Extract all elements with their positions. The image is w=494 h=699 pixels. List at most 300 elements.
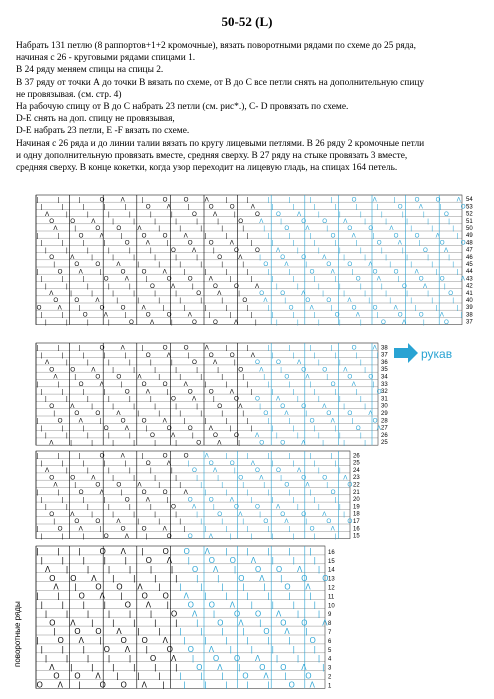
stitch-symbol: | — [313, 388, 316, 396]
stitch-symbol: | — [267, 680, 270, 690]
stitch-symbol: | — [196, 573, 199, 583]
stitch-symbol: | — [267, 547, 270, 557]
stitch-symbol: O — [305, 671, 312, 681]
stitch-symbol: | — [183, 680, 186, 690]
stitch-symbol: Λ — [250, 556, 257, 565]
stitch-symbol: | — [355, 203, 358, 211]
stitch-symbol: O — [322, 474, 328, 482]
stitch-symbol: | — [36, 344, 39, 352]
stitch-symbol: | — [74, 225, 77, 233]
stitch-symbol: | — [435, 268, 438, 276]
stitch-symbol: | — [137, 627, 140, 637]
instruction-line: На рабочую спицу от В до С набрать 23 петли (см. рис*.), С- D провязать по схеме. — [16, 102, 349, 113]
stitch-symbol: | — [318, 318, 320, 326]
stitch-symbol: | — [45, 246, 47, 254]
stitch-symbol: O — [234, 282, 239, 290]
stitch-symbol: | — [364, 218, 366, 225]
stitch-symbol: O — [192, 359, 197, 367]
stitch-symbol: Λ — [355, 311, 360, 319]
stitch-symbol: | — [158, 481, 161, 489]
stitch-symbol: | — [242, 518, 245, 526]
stitch-symbol: | — [91, 290, 93, 297]
stitch-symbol: | — [150, 503, 152, 511]
row-number: 44 — [466, 269, 473, 276]
stitch-symbol: | — [87, 359, 89, 367]
stitch-symbol: O — [187, 532, 193, 540]
stitch-symbol: | — [406, 290, 408, 297]
stitch-symbol: | — [57, 232, 60, 240]
stitch-symbol: | — [40, 556, 43, 565]
stitch-symbol: O — [238, 573, 245, 583]
stitch-symbol: | — [112, 218, 114, 225]
instruction-line: и одну дополнительную провязать вместе, средняя сверху. В 27 ряду на стыке провязать 3 вместе, — [16, 150, 408, 161]
row-number: 31 — [381, 396, 388, 403]
stitch-symbol: Λ — [145, 388, 151, 396]
stitch-symbol: | — [154, 218, 156, 225]
stitch-symbol: Λ — [229, 496, 235, 504]
stitch-symbol: | — [87, 564, 90, 574]
stitch-symbol: | — [309, 489, 312, 496]
stitch-symbol: O — [263, 518, 269, 526]
stitch-symbol: | — [276, 653, 279, 663]
stitch-symbol: Λ — [389, 225, 394, 233]
stitch-symbol: | — [179, 373, 182, 381]
stitch-symbol: | — [137, 518, 140, 526]
sleeve-marker — [394, 343, 452, 363]
stitch-symbol: | — [225, 452, 228, 460]
stitch-symbol: | — [225, 417, 228, 425]
stitch-symbol: | — [179, 225, 182, 233]
stitch-symbol: | — [448, 218, 450, 225]
stitch-symbol: O — [49, 510, 55, 518]
stitch-symbol: O — [116, 481, 122, 489]
stitch-symbol: | — [246, 636, 249, 646]
row-number: 25 — [353, 460, 360, 467]
stitch-symbol: | — [78, 547, 81, 557]
stitch-symbol: O — [162, 196, 168, 204]
stitch-symbol: | — [154, 573, 157, 583]
stitch-symbol: | — [45, 282, 47, 290]
stitch-symbol: | — [166, 600, 169, 610]
stitch-symbol: | — [221, 261, 224, 269]
stitch-symbol: O — [439, 275, 445, 283]
stitch-symbol: | — [129, 467, 131, 475]
stitch-symbol: O — [141, 381, 147, 388]
stitch-symbol: Λ — [70, 510, 75, 518]
stitch-symbol: | — [150, 467, 152, 475]
stitch-symbol: Λ — [137, 373, 142, 381]
stitch-symbol: O — [381, 318, 386, 326]
stitch-symbol: | — [309, 547, 312, 557]
stitch-symbol: | — [229, 275, 232, 283]
stitch-symbol: | — [292, 556, 295, 565]
stitch-symbol: | — [112, 618, 115, 628]
stitch-symbol: Λ — [70, 402, 75, 410]
stitch-symbol: O — [326, 261, 332, 269]
arrow-right-icon — [394, 343, 418, 363]
stitch-symbol: Λ — [124, 645, 131, 654]
stitch-symbol: | — [318, 246, 320, 254]
stitch-symbol: Λ — [250, 459, 256, 467]
stitch-symbol: O — [423, 246, 428, 254]
row-number: 37 — [466, 319, 473, 326]
stitch-symbol: | — [250, 239, 253, 247]
stitch-symbol: | — [322, 290, 324, 297]
stitch-symbol: Λ — [45, 210, 50, 218]
stitch-symbol: O — [70, 474, 76, 482]
stitch-symbol: Λ — [217, 439, 222, 447]
stitch-symbol: | — [66, 282, 68, 290]
stitch-symbol: O — [238, 366, 244, 374]
stitch-symbol: O — [78, 232, 84, 240]
stitch-symbol: O — [372, 417, 378, 425]
stitch-symbol: O — [162, 452, 168, 460]
stitch-symbol: | — [423, 318, 425, 326]
stitch-symbol: | — [158, 373, 161, 381]
stitch-symbol: | — [158, 627, 161, 637]
row-number: 20 — [353, 497, 360, 504]
stitch-symbol: | — [288, 344, 291, 352]
stitch-symbol: O — [368, 225, 374, 233]
stitch-symbol: | — [313, 645, 316, 654]
stitch-symbol: Λ — [192, 503, 197, 511]
stitch-symbol: | — [87, 282, 89, 290]
stitch-symbol: | — [91, 254, 93, 261]
stitch-symbol: O — [414, 196, 420, 204]
stitch-symbol: Λ — [78, 417, 83, 425]
stitch-symbol: | — [318, 503, 320, 511]
stitch-symbol: | — [250, 388, 253, 396]
stitch-symbol: | — [410, 297, 413, 305]
stitch-symbol: | — [204, 489, 207, 496]
stitch-symbol: Λ — [322, 402, 327, 410]
stitch-symbol: | — [418, 239, 421, 247]
stitch-symbol: O — [74, 297, 80, 305]
stitch-symbol: | — [267, 232, 270, 240]
stitch-symbol: | — [112, 662, 115, 672]
stitch-symbol: O — [397, 311, 403, 319]
stitch-symbol: | — [166, 239, 169, 247]
stitch-symbol: | — [204, 232, 207, 240]
stitch-symbol: | — [82, 459, 85, 467]
stitch-symbol: | — [271, 239, 274, 247]
stitch-symbol: O — [124, 239, 130, 247]
stitch-symbol: | — [217, 218, 219, 225]
stitch-symbol: | — [183, 636, 186, 646]
sleeve-label: рукав — [421, 347, 453, 361]
stitch-symbol: O — [418, 311, 424, 319]
row-number: 40 — [466, 298, 473, 304]
stitch-symbol: | — [280, 573, 283, 583]
stitch-symbol: | — [313, 203, 316, 211]
stitch-symbol: | — [183, 417, 186, 425]
stitch-symbol: Λ — [45, 564, 51, 574]
stitch-symbol: O — [284, 373, 290, 381]
stitch-symbol: Λ — [171, 653, 177, 663]
stitch-symbol: O — [368, 373, 374, 381]
stitch-symbol: | — [376, 311, 379, 319]
stitch-symbol: Λ — [368, 410, 373, 418]
stitch-symbol: O — [150, 282, 155, 290]
instruction-line: В 37 ряду от точки А до точки В вязать по схеме, от В до С все петли снять на дополнительную спицу — [16, 77, 425, 88]
stitch-symbol: Λ — [305, 225, 310, 233]
stitch-symbol: | — [103, 496, 106, 504]
instruction-line: Набрать 131 петлю (8 раппортов+1+2 кромочные), вязать поворотными рядами по схеме до 25 ряда, — [16, 41, 416, 51]
stitch-symbol: | — [78, 344, 81, 352]
stitch-symbol: | — [313, 275, 316, 283]
stitch-symbol: | — [238, 662, 241, 672]
stitch-symbol: Λ — [301, 662, 307, 672]
stitch-symbol: | — [192, 282, 194, 290]
stitch-symbol: | — [82, 351, 85, 359]
stitch-symbol: | — [292, 311, 295, 319]
stitch-symbol: O — [263, 410, 269, 418]
stitch-symbol: | — [179, 410, 182, 418]
stitch-symbol: | — [154, 366, 156, 374]
stitch-symbol: Λ — [99, 381, 104, 388]
stitch-symbol: | — [91, 618, 94, 628]
stitch-symbol: O — [192, 467, 197, 475]
stitch-symbol: Λ — [343, 218, 348, 225]
stitch-symbol: O — [238, 218, 244, 225]
stitch-symbol: O — [129, 318, 134, 326]
stitch-symbol: O — [49, 573, 56, 583]
stitch-symbol: | — [456, 232, 459, 240]
stitch-symbol: | — [280, 474, 282, 482]
stitch-symbol: | — [305, 518, 308, 526]
stitch-symbol: O — [103, 532, 109, 540]
stitch-symbol: | — [150, 564, 153, 574]
stitch-symbol: | — [267, 268, 270, 276]
stitch-symbol: Λ — [456, 196, 461, 204]
stitch-symbol: | — [179, 297, 182, 305]
stitch-symbol: | — [36, 636, 39, 646]
stitch-symbol: | — [154, 662, 157, 672]
stitch-symbol: | — [343, 510, 345, 518]
stitch-symbol: | — [133, 218, 135, 225]
stitch-symbol: O — [162, 381, 168, 388]
stitch-symbol: Λ — [284, 410, 289, 418]
stitch-symbol: | — [339, 246, 341, 254]
stitch-symbol: | — [124, 556, 127, 565]
stitch-symbol: | — [238, 439, 240, 447]
stitch-symbol: O — [326, 297, 332, 305]
stitch-symbol: | — [129, 653, 132, 663]
stitch-symbol: | — [280, 366, 282, 374]
stitch-symbol: O — [355, 275, 361, 283]
stitch-symbol: | — [267, 452, 270, 460]
stitch-symbol: O — [255, 609, 262, 619]
stitch-symbol: | — [360, 246, 362, 254]
stitch-symbol: | — [334, 532, 337, 540]
stitch-symbol: O — [444, 210, 449, 218]
stitch-symbol: | — [271, 388, 274, 396]
stitch-symbol: | — [204, 680, 207, 690]
stitch-symbol: | — [309, 452, 312, 460]
stitch-symbol: | — [78, 196, 81, 204]
stitch-symbol: | — [78, 304, 81, 312]
stitch-symbol: Λ — [53, 582, 59, 592]
stitch-symbol: O — [301, 254, 307, 261]
stitch-symbol: O — [280, 290, 286, 297]
stitch-symbol: O — [208, 239, 214, 247]
stitch-symbol: O — [301, 618, 308, 628]
stitch-symbol: O — [120, 417, 126, 425]
stitch-symbol: | — [381, 246, 383, 254]
stitch-symbol: | — [66, 653, 69, 663]
stitch-symbol: | — [200, 225, 203, 233]
stitch-symbol: Λ — [192, 246, 197, 254]
stitch-symbol: | — [141, 196, 144, 204]
row-number: 15 — [328, 558, 335, 565]
chart-section-middle — [36, 451, 360, 540]
stitch-symbol: | — [322, 439, 324, 447]
stitch-symbol: Λ — [145, 239, 150, 247]
stitch-symbol: O — [301, 218, 307, 225]
stitch-symbol: | — [250, 424, 253, 432]
stitch-symbol: Λ — [238, 402, 243, 410]
stitch-symbol: Λ — [183, 489, 188, 496]
stitch-symbol: | — [292, 239, 295, 247]
stitch-symbol: | — [112, 402, 114, 410]
stitch-symbol: O — [255, 467, 260, 475]
stitch-symbol: O — [276, 467, 281, 475]
stitch-symbol: O — [103, 645, 110, 654]
stitch-symbol: | — [242, 373, 245, 381]
stitch-symbol: O — [196, 662, 203, 672]
stitch-symbol: Λ — [376, 424, 382, 432]
stitch-symbol: O — [322, 366, 328, 374]
stitch-symbol: O — [322, 573, 329, 583]
stitch-symbol: | — [133, 290, 135, 297]
stitch-symbol: | — [297, 282, 299, 290]
stitch-symbol: O — [284, 481, 290, 489]
stitch-symbol: | — [355, 388, 358, 396]
stitch-symbol: | — [133, 366, 135, 374]
stitch-symbol: | — [431, 297, 434, 305]
stitch-symbol: Λ — [49, 439, 54, 447]
stitch-symbol: O — [99, 452, 105, 460]
stitch-symbol: | — [267, 344, 270, 352]
stitch-symbol: | — [99, 268, 102, 276]
stitch-symbol: | — [200, 373, 203, 381]
row-number: 14 — [328, 567, 335, 574]
stitch-symbol: Λ — [166, 203, 171, 211]
stitch-symbol: O — [309, 525, 315, 533]
stitch-symbol: | — [339, 359, 341, 367]
stitch-symbol: | — [158, 261, 161, 269]
stitch-symbol: | — [330, 344, 333, 352]
stitch-symbol: O — [347, 373, 353, 381]
stitch-symbol: Λ — [137, 225, 142, 233]
stitch-symbol: O — [347, 518, 353, 526]
stitch-symbol: O — [95, 481, 101, 489]
stitch-symbol: | — [288, 268, 291, 276]
stitch-symbol: | — [200, 261, 203, 269]
stitch-symbol: | — [334, 351, 337, 359]
stitch-symbol: O — [124, 496, 130, 504]
stitch-symbol: | — [297, 653, 300, 663]
stitch-symbol: Λ — [322, 254, 327, 261]
stitch-symbol: O — [444, 318, 449, 326]
stitch-symbol: | — [217, 573, 220, 583]
stitch-symbol: O — [74, 671, 81, 681]
stitch-symbol: Λ — [238, 618, 244, 628]
stitch-symbol: Λ — [78, 636, 84, 646]
stitch-symbol: Λ — [439, 311, 444, 319]
stitch-symbol: | — [196, 618, 199, 628]
row-number: 4 — [328, 656, 332, 663]
stitch-symbol: | — [108, 395, 110, 403]
stitch-symbol: | — [175, 510, 177, 518]
stitch-symbol: Λ — [171, 432, 176, 440]
stitch-symbol: | — [40, 424, 43, 432]
stitch-symbol: | — [343, 439, 345, 447]
stitch-symbol: | — [103, 351, 106, 359]
stitch-symbol: O — [217, 254, 223, 261]
stitch-symbol: Λ — [91, 474, 96, 482]
stitch-symbol: | — [297, 432, 299, 440]
stitch-symbol: O — [351, 344, 357, 352]
stitch-symbol: | — [246, 547, 249, 557]
row-number: 36 — [381, 359, 388, 366]
row-number: 11 — [328, 594, 335, 601]
stitch-symbol: Λ — [145, 496, 151, 504]
stitch-symbol: O — [330, 489, 336, 496]
stitch-symbol: | — [150, 359, 152, 367]
stitch-symbol: Λ — [250, 351, 256, 359]
stitch-symbol: | — [309, 196, 312, 204]
stitch-symbol: | — [234, 467, 236, 475]
stitch-symbol: | — [334, 388, 337, 396]
stitch-symbol: | — [150, 210, 152, 218]
stitch-symbol: Λ — [91, 573, 97, 583]
stitch-symbol: Λ — [116, 410, 121, 418]
stitch-symbol: | — [313, 556, 316, 565]
stitch-symbol: | — [66, 210, 68, 218]
stitch-symbol: O — [78, 489, 84, 496]
stitch-symbol: | — [108, 564, 111, 574]
stitch-symbol: O — [192, 210, 197, 218]
stitch-symbol: | — [204, 525, 207, 533]
stitch-symbol: O — [124, 388, 130, 396]
stitch-symbol: O — [309, 268, 315, 276]
stitch-symbol: | — [82, 275, 85, 283]
stitch-symbol: O — [70, 573, 77, 583]
row-number: 32 — [381, 389, 388, 396]
stitch-symbol: Λ — [238, 510, 243, 518]
stitch-symbol: | — [57, 591, 60, 601]
stitch-symbol: | — [45, 653, 48, 663]
stitch-symbol: | — [129, 564, 132, 574]
stitch-symbol: | — [297, 503, 299, 511]
stitch-symbol: | — [57, 452, 60, 460]
stitch-symbol: | — [175, 254, 177, 261]
stitch-symbol: | — [297, 395, 299, 403]
stitch-symbol: | — [318, 609, 321, 619]
stitch-symbol: | — [133, 439, 135, 447]
stitch-symbol: | — [288, 452, 291, 460]
stitch-symbol: Λ — [53, 373, 58, 381]
stitch-symbol: O — [301, 474, 307, 482]
stitch-symbol: | — [292, 645, 295, 654]
stitch-symbol: | — [200, 297, 203, 305]
stitch-symbol: Λ — [99, 489, 104, 496]
stitch-symbol: | — [145, 645, 148, 654]
stitch-symbol: Λ — [53, 225, 58, 233]
row-number: 33 — [381, 381, 388, 388]
stitch-symbol: Λ — [259, 366, 264, 374]
